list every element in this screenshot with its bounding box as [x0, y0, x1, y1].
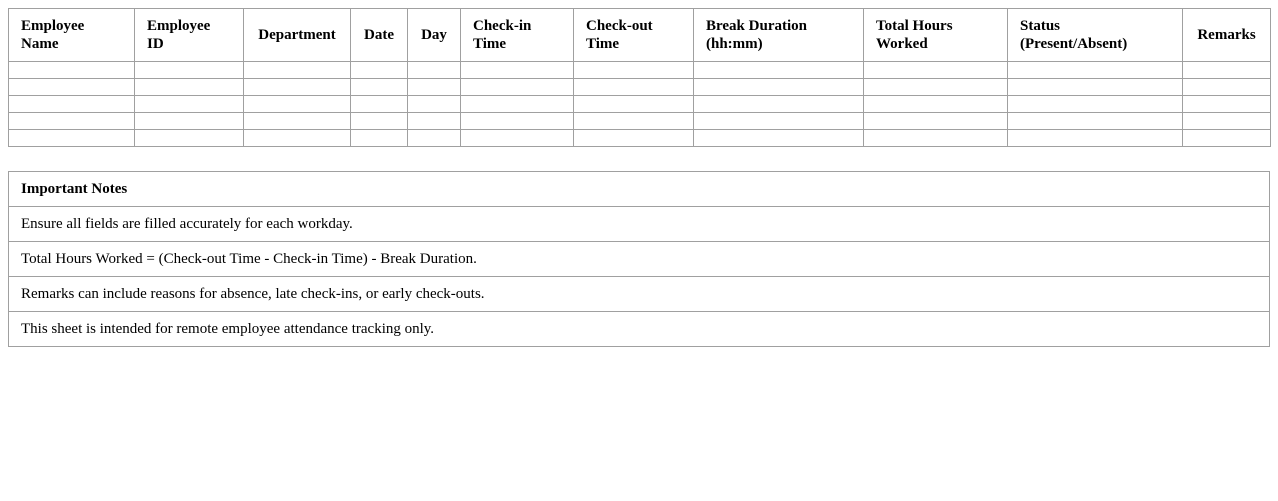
table-cell[interactable]: [694, 130, 864, 147]
table-cell[interactable]: [351, 113, 408, 130]
table-cell[interactable]: [694, 79, 864, 96]
column-header-check-out-time: [574, 9, 694, 62]
header-line: Remarks: [1197, 27, 1256, 43]
notes-heading: Important Notes: [9, 172, 1270, 207]
header-line: Time: [586, 36, 620, 52]
table-row: [9, 62, 1271, 79]
table-cell[interactable]: [244, 62, 351, 79]
table-cell[interactable]: [351, 62, 408, 79]
header-line: Check-out: [586, 18, 653, 34]
column-header-day: [408, 9, 461, 62]
table-cell[interactable]: [694, 113, 864, 130]
note-item: This sheet is intended for remote employee attendance tracking only.: [9, 312, 1270, 347]
table-cell[interactable]: [864, 79, 1008, 96]
table-cell[interactable]: [244, 96, 351, 113]
table-cell[interactable]: [9, 130, 135, 147]
header-line: ID: [147, 36, 164, 52]
table-cell[interactable]: [9, 113, 135, 130]
table-cell[interactable]: [1183, 79, 1271, 96]
table-cell[interactable]: [461, 130, 574, 147]
table-row: [9, 96, 1271, 113]
table-cell[interactable]: [351, 96, 408, 113]
table-cell[interactable]: [351, 130, 408, 147]
table-cell[interactable]: [864, 130, 1008, 147]
note-item: Remarks can include reasons for absence, late check-ins, or early check-outs.: [9, 277, 1270, 312]
table-cell[interactable]: [9, 79, 135, 96]
table-cell[interactable]: [408, 96, 461, 113]
table-cell[interactable]: [694, 96, 864, 113]
table-cell[interactable]: [1008, 62, 1183, 79]
table-cell[interactable]: [1008, 79, 1183, 96]
note-item: Total Hours Worked = (Check-out Time - Check-in Time) - Break Duration.: [9, 242, 1270, 277]
column-header-employee-id: [135, 9, 244, 62]
column-header-department: [244, 9, 351, 62]
table-cell[interactable]: [461, 62, 574, 79]
table-cell[interactable]: [1183, 62, 1271, 79]
table-cell[interactable]: [1183, 130, 1271, 147]
table-cell[interactable]: [408, 79, 461, 96]
table-cell[interactable]: [864, 96, 1008, 113]
table-cell[interactable]: [135, 113, 244, 130]
table-cell[interactable]: [864, 62, 1008, 79]
table-cell[interactable]: [694, 62, 864, 79]
table-cell[interactable]: [461, 79, 574, 96]
note-row: [9, 207, 1270, 242]
header-line: Time: [473, 36, 507, 52]
table-cell[interactable]: [1008, 96, 1183, 113]
header-line: (Present/Absent): [1020, 36, 1128, 52]
header-row: [9, 9, 1271, 62]
table-cell[interactable]: [461, 113, 574, 130]
header-line: Total Hours: [876, 18, 953, 34]
header-line: (hh:mm): [706, 36, 763, 52]
table-cell[interactable]: [864, 113, 1008, 130]
table-cell[interactable]: [244, 113, 351, 130]
table-cell[interactable]: [574, 130, 694, 147]
important-notes-table: [8, 171, 1270, 347]
table-cell[interactable]: [408, 130, 461, 147]
notes-heading-row: [9, 172, 1270, 207]
table-cell[interactable]: [461, 96, 574, 113]
header-line: Check-in: [473, 18, 532, 34]
column-header-total-hours-worked: [864, 9, 1008, 62]
attendance-sheet: [8, 8, 1270, 347]
header-line: Name: [21, 36, 59, 52]
table-cell[interactable]: [135, 79, 244, 96]
table-cell[interactable]: [1183, 113, 1271, 130]
table-cell[interactable]: [244, 130, 351, 147]
header-line: Employee: [21, 18, 85, 34]
attendance-table: [8, 8, 1271, 147]
attendance-table-body: [9, 62, 1271, 147]
column-header-check-in-time: [461, 9, 574, 62]
table-cell[interactable]: [1008, 113, 1183, 130]
header-line: Break Duration: [706, 18, 807, 34]
table-cell[interactable]: [574, 96, 694, 113]
header-line: Employee: [147, 18, 211, 34]
header-line: Status: [1020, 18, 1061, 34]
table-cell[interactable]: [574, 79, 694, 96]
column-header-employee-name: [9, 9, 135, 62]
table-cell[interactable]: [135, 96, 244, 113]
table-row: [9, 113, 1271, 130]
table-cell[interactable]: [9, 62, 135, 79]
header-line: Worked: [876, 36, 928, 52]
column-header-break-duration: [694, 9, 864, 62]
table-cell[interactable]: [135, 130, 244, 147]
table-row: [9, 79, 1271, 96]
header-line: Day: [421, 27, 447, 43]
note-row: [9, 242, 1270, 277]
column-header-date: [351, 9, 408, 62]
header-line: Department: [258, 27, 336, 43]
table-cell[interactable]: [408, 62, 461, 79]
column-header-remarks: [1183, 9, 1271, 62]
table-cell[interactable]: [408, 113, 461, 130]
note-row: [9, 312, 1270, 347]
table-cell[interactable]: [574, 113, 694, 130]
table-cell[interactable]: [244, 79, 351, 96]
table-cell[interactable]: [1008, 130, 1183, 147]
note-item: Ensure all fields are filled accurately for each workday.: [9, 207, 1270, 242]
table-cell[interactable]: [9, 96, 135, 113]
header-line: Date: [364, 27, 394, 43]
table-cell[interactable]: [574, 62, 694, 79]
table-row: [9, 130, 1271, 147]
table-cell[interactable]: [351, 79, 408, 96]
column-header-status: [1008, 9, 1183, 62]
table-cell[interactable]: [1183, 96, 1271, 113]
note-row: [9, 277, 1270, 312]
table-cell[interactable]: [135, 62, 244, 79]
